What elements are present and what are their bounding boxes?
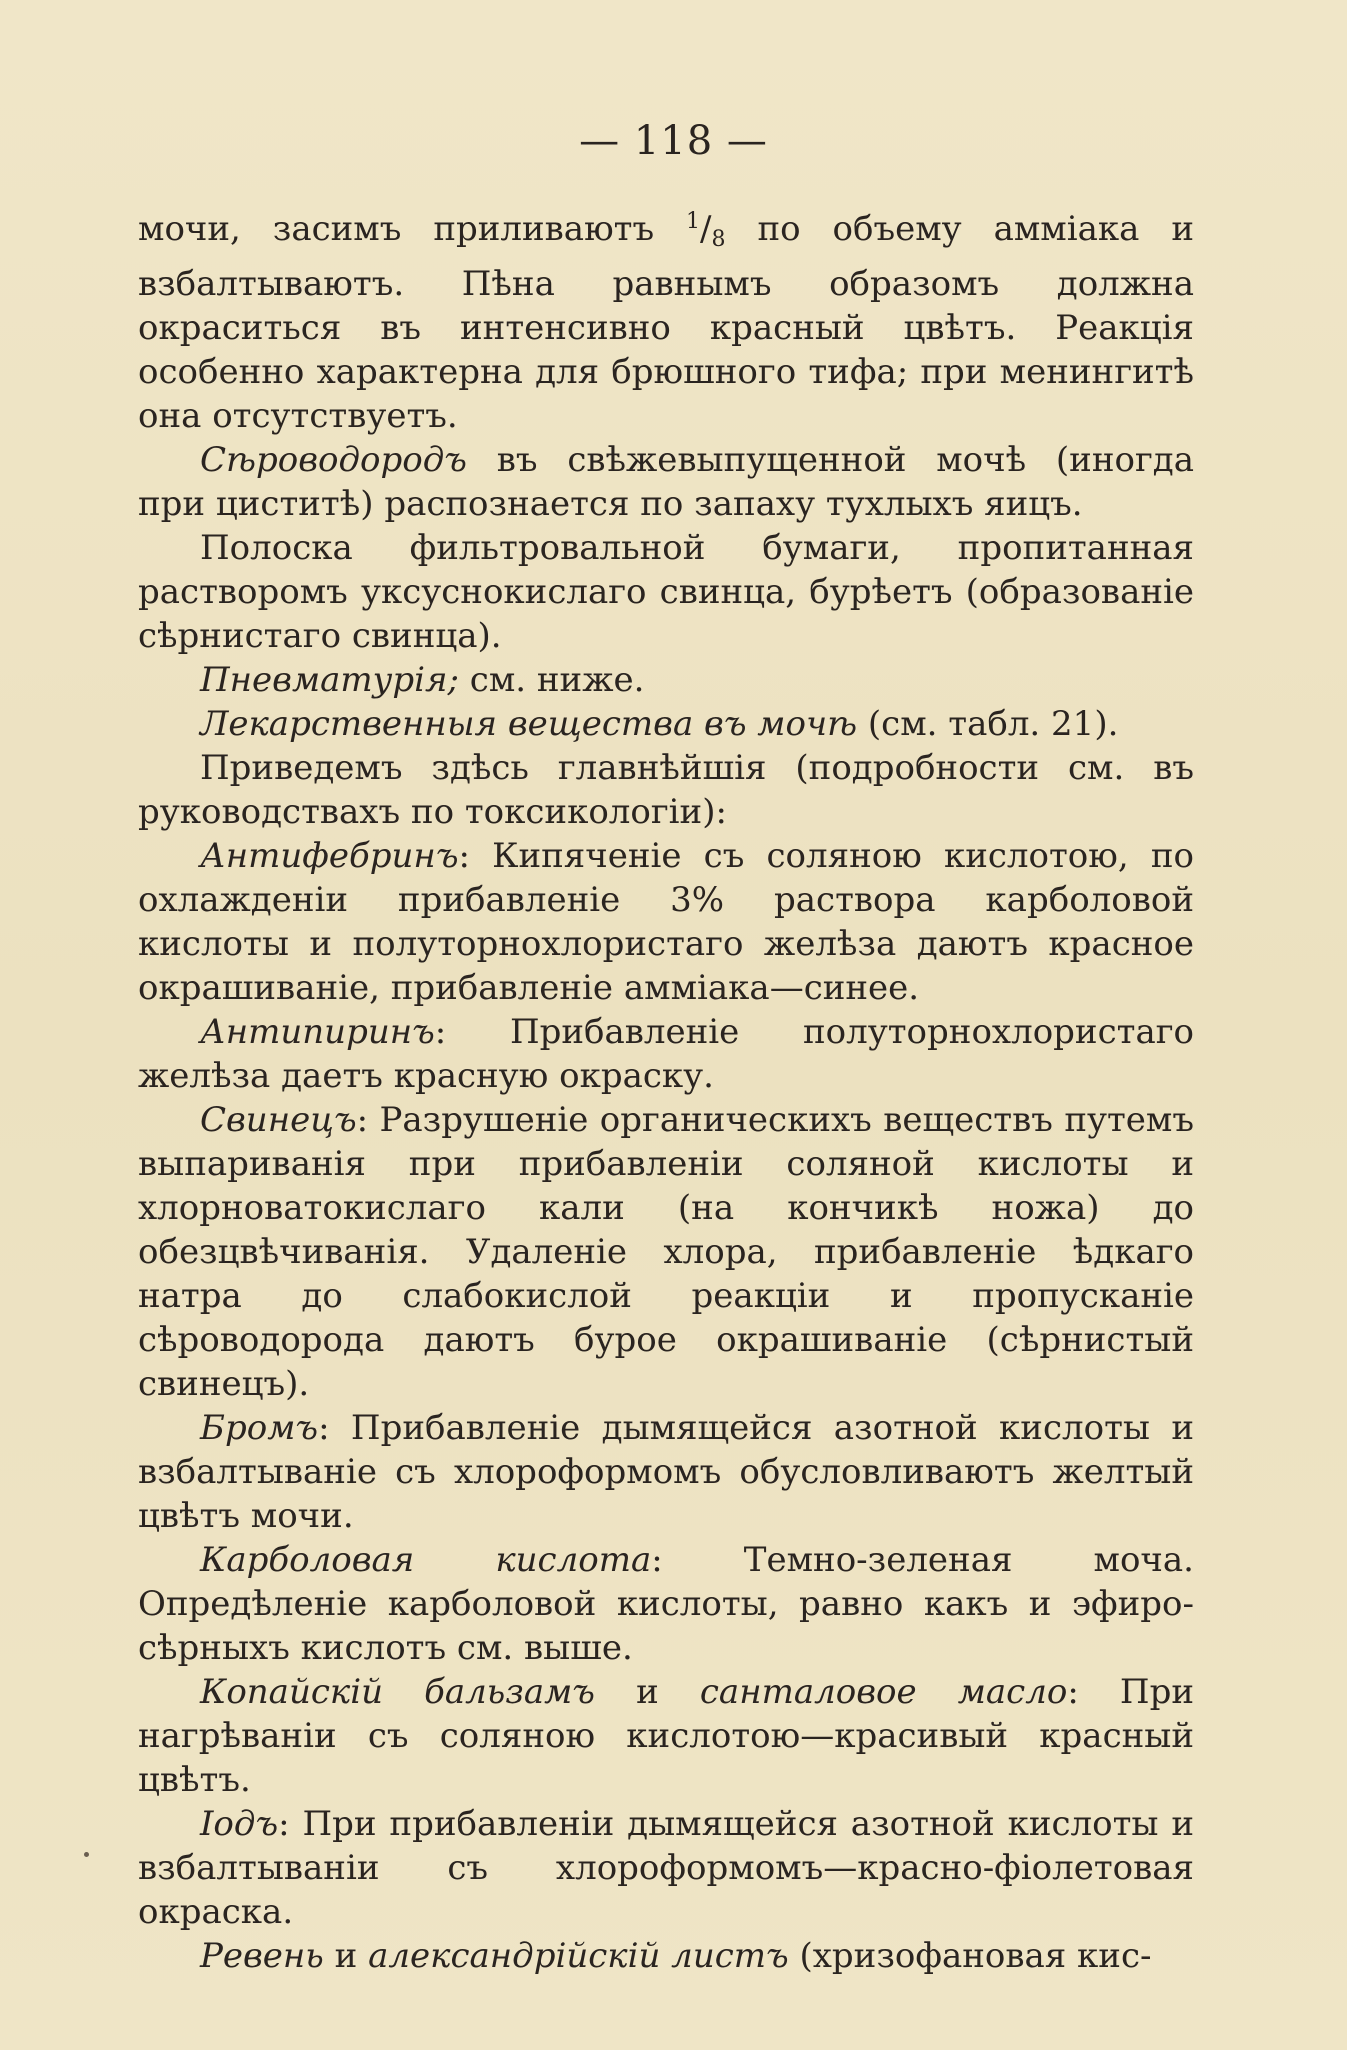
paragraph bbox=[138, 526, 1194, 658]
italic-term: Антипиринъ bbox=[200, 1012, 435, 1052]
text-run: (хризофановая кис- bbox=[788, 1936, 1152, 1976]
text-run: по объему амміака и взбалтываютъ. Пѣна равнымъ образомъ должна окраситься въ интенсивно красный цвѣтъ. Реакція особенно характерна для брюшного тифа; при менингитѣ она отсутствуетъ. bbox=[138, 209, 1194, 436]
italic-term: Сѣроводородъ bbox=[200, 440, 467, 480]
text-run: : При нагрѣваніи съ соляною кислотою—красивый красный цвѣтъ. bbox=[138, 1672, 1195, 1800]
text-run: : Прибавленіе дымящейся азотной кислоты и взбалтываніе съ хлороформомъ обусловливаютъ желтый цвѣтъ мочи. bbox=[138, 1408, 1194, 1536]
page-number: — 118 — bbox=[579, 118, 768, 164]
fraction-denominator: 8 bbox=[711, 227, 726, 252]
paragraph bbox=[138, 1098, 1194, 1406]
text-run: Приведемъ здѣсь главнѣйшія (подробности см. въ руководствахъ по токсикологіи): bbox=[138, 748, 1194, 832]
italic-term: Свинецъ bbox=[200, 1100, 357, 1140]
text-run: и bbox=[594, 1672, 700, 1712]
paragraph bbox=[138, 658, 1194, 702]
text-run: и bbox=[323, 1936, 369, 1976]
text-run: : Кипяченіе съ соляною кислотою, по охлажденіи прибавленіе 3% раствора карболовой кислоты и полуторнохлористаго желѣза даютъ красное окрашиваніе, прибавленіе амміака—синее. bbox=[138, 836, 1194, 1008]
text-run: Полоска фильтровальной бумаги, пропитанная растворомъ уксуснокислаго свинца, бурѣетъ (образованіе сѣрнистаго свинца). bbox=[138, 528, 1194, 656]
text-run: мочи, засимъ приливаютъ bbox=[138, 209, 687, 249]
paragraph bbox=[138, 1934, 1194, 1978]
paragraph bbox=[138, 746, 1194, 834]
paragraph bbox=[138, 1010, 1194, 1098]
paragraph bbox=[138, 1670, 1194, 1802]
italic-term: Іодъ bbox=[200, 1804, 279, 1844]
paragraph bbox=[138, 1406, 1194, 1538]
paragraph bbox=[138, 834, 1194, 1010]
paragraph bbox=[138, 438, 1194, 526]
paragraph bbox=[138, 702, 1194, 746]
text-run: : Разрушеніе органическихъ веществъ путемъ выпариванія при прибавленіи соляной кислоты и хлорноватокислаго кали (на кончикѣ ножа) до обезцвѣчиванія. Удаленіе хлора, прибавленіе ѣдкаго натра до слабокислой реакціи и пропусканіе сѣроводорода даютъ бурое окрашиваніе (сѣрнистый свинецъ). bbox=[138, 1100, 1194, 1404]
text-run: въ свѣжевыпущенной мочѣ (иногда при циститѣ) распознается по запаху тухлыхъ яицъ. bbox=[138, 440, 1194, 524]
fraction-numerator: 1 bbox=[686, 209, 701, 234]
italic-term: Карболовая кислота bbox=[200, 1540, 652, 1580]
text-run: : При прибавленіи дымящейся азотной кислоты и взбалтываніи съ хлороформомъ—красно-фіолетовая окраска. bbox=[138, 1804, 1194, 1932]
italic-term: Лекарственныя вещества въ мочѣ bbox=[200, 704, 858, 744]
italic-term: Копайскій бальзамъ bbox=[200, 1672, 595, 1712]
text-run: (см. табл. 21). bbox=[857, 704, 1119, 744]
text-run: / bbox=[700, 209, 712, 249]
italic-term: санталовое масло bbox=[699, 1672, 1068, 1712]
italic-term: александрійскій листъ bbox=[368, 1936, 789, 1976]
text-run: : Прибавленіе полуторнохлористаго желѣза даетъ красную окраску. bbox=[138, 1012, 1194, 1096]
paragraph bbox=[138, 200, 1194, 438]
print-speck bbox=[84, 1852, 89, 1857]
text-run: см. ниже. bbox=[458, 660, 645, 700]
italic-term: Бромъ bbox=[200, 1408, 319, 1448]
text-body bbox=[138, 200, 1194, 1978]
italic-term: Ревень bbox=[200, 1936, 324, 1976]
text-run: : Темно-зеленая моча. Опредѣленіе карболовой кислоты, равно какъ и эфиро-сѣрныхъ кислотъ см. выше. bbox=[138, 1540, 1194, 1668]
paragraph bbox=[138, 1802, 1194, 1934]
paragraph bbox=[138, 1538, 1194, 1670]
italic-term: Антифебринъ bbox=[200, 836, 459, 876]
italic-term: Пневматурія; bbox=[200, 660, 459, 700]
